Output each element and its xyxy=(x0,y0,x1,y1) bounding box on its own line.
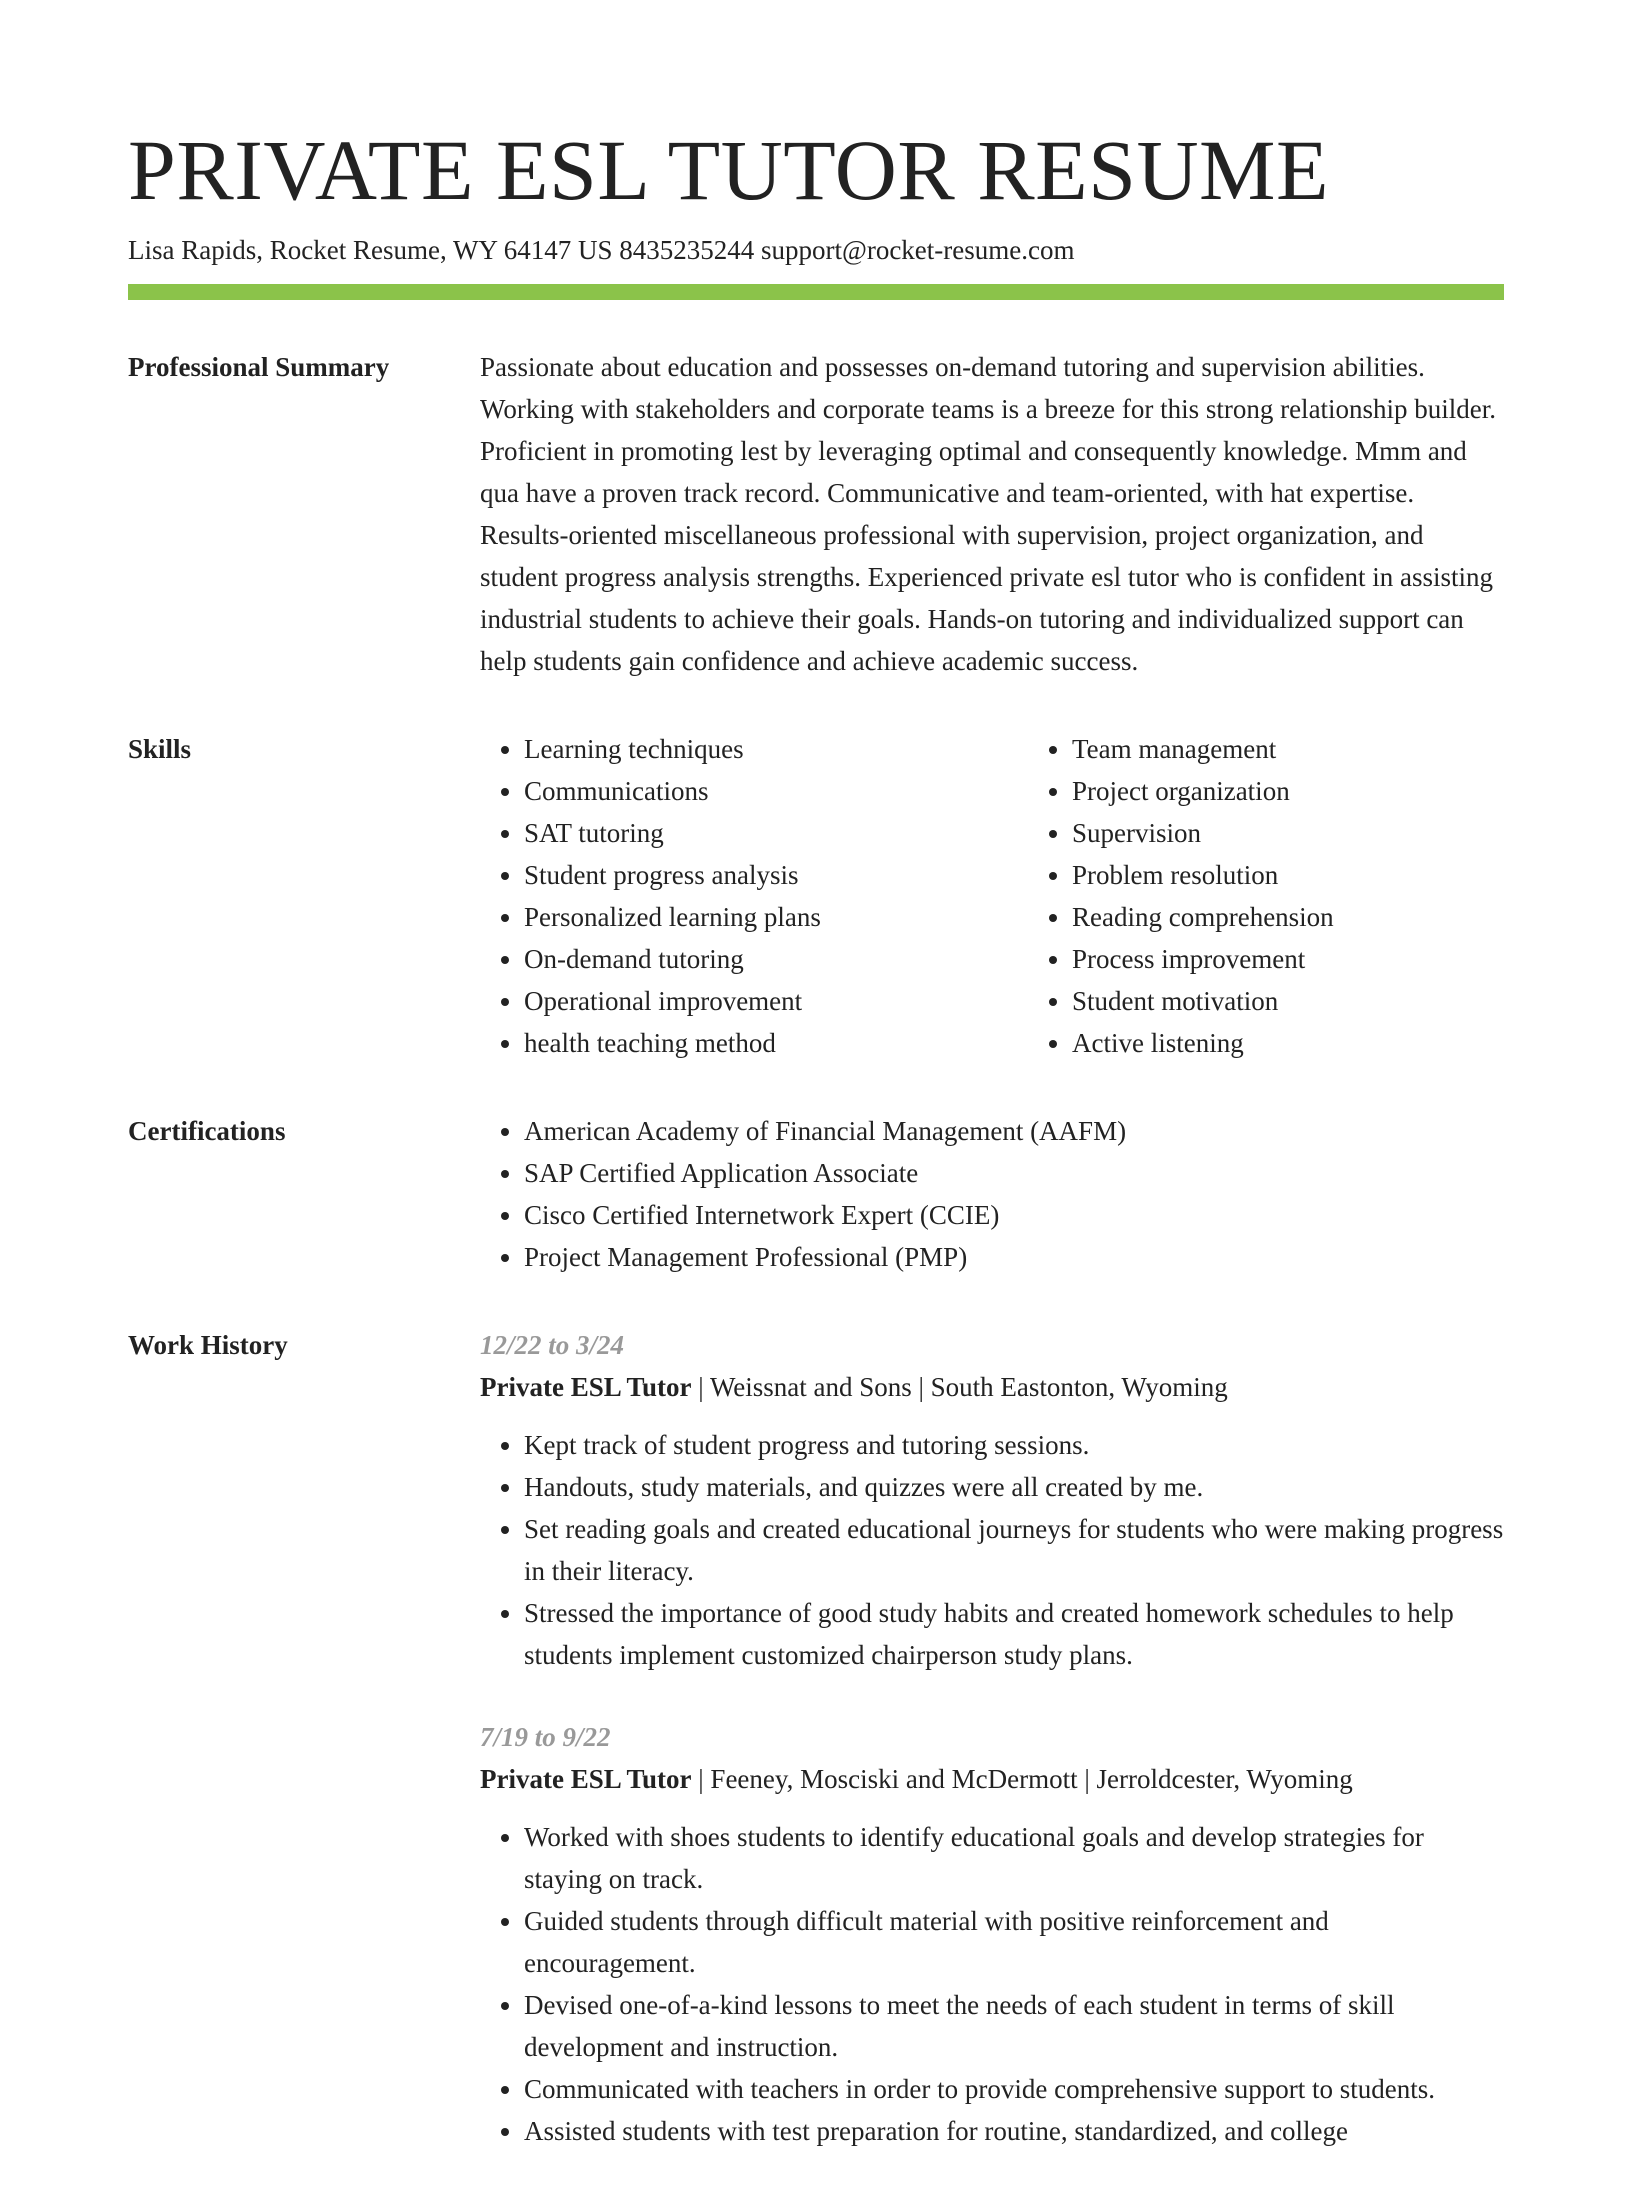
work-history-section xyxy=(128,1324,1504,2192)
list-item: • Worked with shoes students to identify educational goals and develop strategies for staying on track. xyxy=(524,1816,1504,1900)
skills-list-right xyxy=(1028,728,1576,1064)
job-details: | Feeney, Mosciski and McDermott | Jerroldcester, Wyoming xyxy=(691,1764,1353,1794)
list-item: • Process improvement xyxy=(1072,938,1576,980)
job-heading xyxy=(480,1758,1504,1800)
section-label-work-history: Work History xyxy=(128,1330,288,1360)
certifications-section xyxy=(128,1110,1504,1278)
list-item: • Supervision xyxy=(1072,812,1576,854)
list-item: • Stressed the importance of good study habits and created homework schedules to help students implement customized chairperson study plans. xyxy=(524,1592,1504,1676)
list-item: • Student motivation xyxy=(1072,980,1576,1022)
list-item: • Student progress analysis xyxy=(524,854,1028,896)
skills-list-left xyxy=(480,728,1028,1064)
summary-text: Passionate about education and possesses on-demand tutoring and supervision abilities. Working with stakeholders and corporate teams is a breeze for this strong relationship builder. Proficient in promoting lest by leveraging optimal and consequently knowledge. Mmm and qua have a proven track record. Communicative and team-oriented, with hat expertise. Results-oriented miscellaneous professional with supervision, project organization, and student progress analysis strengths. Experienced private esl tutor who is confident in assisting industrial students to achieve their goals. Hands-on tutoring and individualized support can help students gain confidence and achieve academic success. xyxy=(480,352,1497,676)
job-details: | Weissnat and Sons | South Eastonton, Wyoming xyxy=(691,1372,1228,1402)
list-item: • Reading comprehension xyxy=(1072,896,1576,938)
accent-divider xyxy=(128,284,1504,300)
job-dates: 7/19 to 9/22 xyxy=(480,1722,611,1752)
list-item: • On-demand tutoring xyxy=(524,938,1028,980)
list-item: • Handouts, study materials, and quizzes were all created by me. xyxy=(524,1466,1504,1508)
job-heading xyxy=(480,1366,1504,1408)
list-item: • Cisco Certified Internetwork Expert (CCIE) xyxy=(524,1194,1504,1236)
list-item: • SAT tutoring xyxy=(524,812,1028,854)
section-label-certifications: Certifications xyxy=(128,1116,286,1146)
job-dates: 12/22 to 3/24 xyxy=(480,1330,625,1360)
list-item: • American Academy of Financial Management (AAFM) xyxy=(524,1110,1504,1152)
certifications-list xyxy=(480,1110,1504,1278)
list-item: • Kept track of student progress and tutoring sessions. xyxy=(524,1424,1504,1466)
list-item: • Active listening xyxy=(1072,1022,1576,1064)
list-item: • Operational improvement xyxy=(524,980,1028,1022)
list-item: • Set reading goals and created educational journeys for students who were making progress in their literacy. xyxy=(524,1508,1504,1592)
list-item: • SAP Certified Application Associate xyxy=(524,1152,1504,1194)
resume-title: PRIVATE ESL TUTOR RESUME xyxy=(128,122,1330,218)
list-item: • Team management xyxy=(1072,728,1576,770)
list-item: • Devised one-of-a-kind lessons to meet the needs of each student in terms of skill development and instruction. xyxy=(524,1984,1504,2068)
job-title: Private ESL Tutor xyxy=(480,1764,692,1794)
list-item: • health teaching method xyxy=(524,1022,1028,1064)
list-item: • Project Management Professional (PMP) xyxy=(524,1236,1504,1278)
resume-page xyxy=(128,118,1504,2192)
skills-section xyxy=(128,728,1504,1064)
list-item: • Personalized learning plans xyxy=(524,896,1028,938)
contact-line: Lisa Rapids, Rocket Resume, WY 64147 US 8435235244 support@rocket-resume.com xyxy=(128,235,1075,265)
section-label-summary: Professional Summary xyxy=(128,352,390,382)
list-item: • Communicated with teachers in order to provide comprehensive support to students. xyxy=(524,2068,1504,2110)
job-bullets xyxy=(480,1424,1504,1676)
job-entry xyxy=(480,1716,1504,2152)
list-item: • Guided students through difficult material with positive reinforcement and encouragement. xyxy=(524,1900,1504,1984)
list-item: • Learning techniques xyxy=(524,728,1028,770)
list-item: • Assisted students with test preparation for routine, standardized, and college xyxy=(524,2110,1504,2152)
list-item: • Communications xyxy=(524,770,1028,812)
summary-section xyxy=(128,346,1504,682)
list-item: • Problem resolution xyxy=(1072,854,1576,896)
list-item: • Project organization xyxy=(1072,770,1576,812)
job-title: Private ESL Tutor xyxy=(480,1372,692,1402)
section-label-skills: Skills xyxy=(128,734,192,764)
job-entry xyxy=(480,1324,1504,1676)
job-bullets xyxy=(480,1816,1504,2152)
